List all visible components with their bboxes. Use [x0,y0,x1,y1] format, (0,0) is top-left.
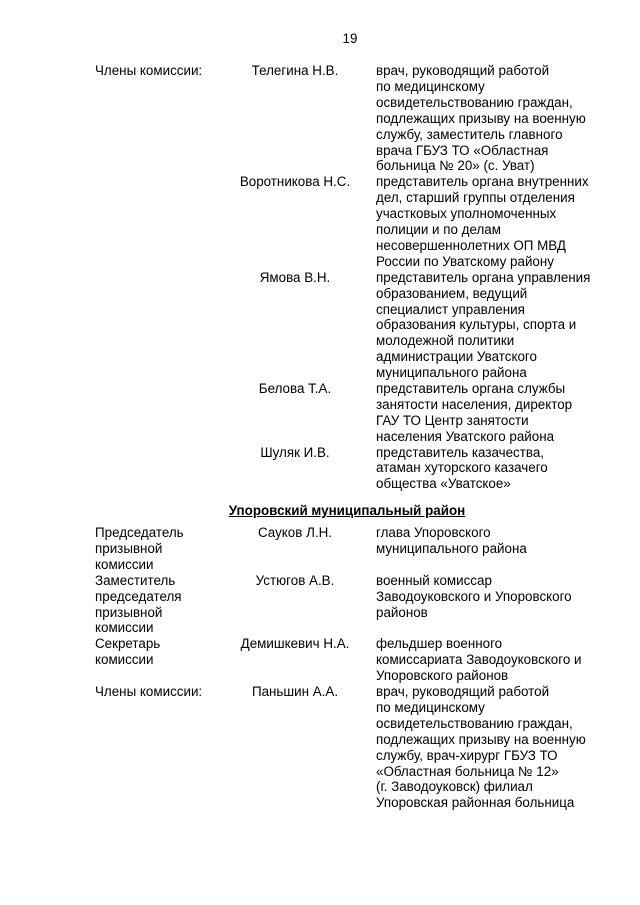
member-name: Демишкевич Н.А. [240,636,350,652]
position-line: общества «Уватское» [376,476,511,492]
position-line: врач, руководящий работой [376,63,550,78]
commission-row [0,573,640,637]
member-name: Шуляк И.В. [260,444,330,460]
position-line: представитель органа внутренних [376,174,589,190]
commission-row [0,63,640,174]
member-position [376,270,616,381]
role-line: председателя [95,588,182,604]
position-line: атаман хуторского казачего [376,460,548,476]
position-line: комиссариата Заводоуковского и [376,652,582,668]
commission-row [0,445,640,493]
member-position [376,445,616,493]
member-name: Ямова В.Н. [259,269,331,285]
position-line: представитель органа управления [376,269,591,285]
position-line: муниципального района [376,540,527,556]
position-line: полиции и по делам [376,222,501,238]
commission-role [95,525,225,573]
member-position [376,63,616,174]
commission-row [0,270,640,381]
position-line: представитель казачества, [376,444,545,460]
commission-row [0,381,640,445]
position-line: (г. Заводоуковск) филиал [376,779,533,795]
role-line: комиссии [95,652,154,668]
commission-role [95,573,225,637]
section-heading-uporovo: Упоровский муниципальный район [228,503,466,518]
position-line: службу, врач-хирург ГБУЗ ТО [376,747,558,763]
position-line: администрации Уватского [376,349,537,365]
role-line: Секретарь [95,636,161,652]
position-line: глава Упоровского [376,525,491,540]
member-position [376,525,616,557]
role-line: комиссии [95,556,154,572]
position-line: Заводоуковского и Упоровского [376,588,572,604]
position-line: врача ГБУЗ ТО «Областная [376,142,549,158]
role-line: комиссии [95,620,154,636]
position-line: занятости населения, директор [376,396,573,412]
position-line: несовершеннолетних ОП МВД [376,237,566,253]
uvat-commission-members [0,63,640,492]
position-line: подлежащих призыву на военную [376,731,586,747]
position-line: образованием, ведущий [376,285,528,301]
member-name: Воротникова Н.С. [239,174,351,190]
commission-row [0,684,640,811]
commission-role [95,636,225,668]
member-position [376,573,616,621]
role-line: Члены комиссии: [95,683,203,699]
position-line: районов [376,604,428,620]
position-line: специалист управления [376,301,525,317]
uporovo-commission [0,525,640,811]
position-line: подлежащих призыву на военную [376,110,586,126]
position-line: Упоровского районов [376,668,509,684]
member-name: Сауков Л.Н. [257,525,332,540]
role-line: призывной [95,540,163,556]
position-line: России по Уватскому району [376,253,554,269]
position-line: участковых уполномоченных [376,206,557,222]
page-number: 19 [342,31,358,46]
role-line: Члены комиссии: [95,63,203,78]
commission-row [0,174,640,269]
position-line: фельдшер военного [376,636,503,652]
position-line: дел, старший группы отделения [376,190,575,206]
role-line: призывной [95,604,163,620]
member-name: Паньшин А.А. [251,683,339,699]
role-line: Заместитель [95,572,176,588]
commission-row [0,525,640,573]
member-name: Телегина Н.В. [251,63,339,78]
position-line: военный комиссар [376,572,492,588]
position-line: ГАУ ТО Центр занятости [376,412,529,428]
position-line: муниципального района [376,365,527,381]
position-line: «Областная больница № 12» [376,763,559,779]
role-line: Председатель [95,525,184,540]
member-position [376,636,616,684]
position-line: по медицинскому [376,78,485,94]
position-line: службу, заместитель главного [376,126,563,142]
member-position [376,174,616,269]
position-line: Упоровская районная больница [376,795,575,811]
commission-role [95,684,225,700]
position-line: освидетельствованию граждан, [376,94,573,110]
commission-role [95,63,225,79]
commission-row [0,636,640,684]
position-line: населения Уватского района [376,428,555,444]
position-line: больница № 20» (с. Уват) [376,158,535,174]
member-position [376,684,616,811]
position-line: врач, руководящий работой [376,683,550,699]
position-line: представитель органа службы [376,380,566,396]
position-line: освидетельствованию граждан, [376,715,573,731]
member-name: Белова Т.А. [258,380,332,396]
position-line: по медицинскому [376,699,485,715]
member-position [376,381,616,445]
position-line: образования культуры, спорта и [376,317,577,333]
member-name: Устюгов А.В. [255,572,335,588]
position-line: молодежной политики [376,333,515,349]
